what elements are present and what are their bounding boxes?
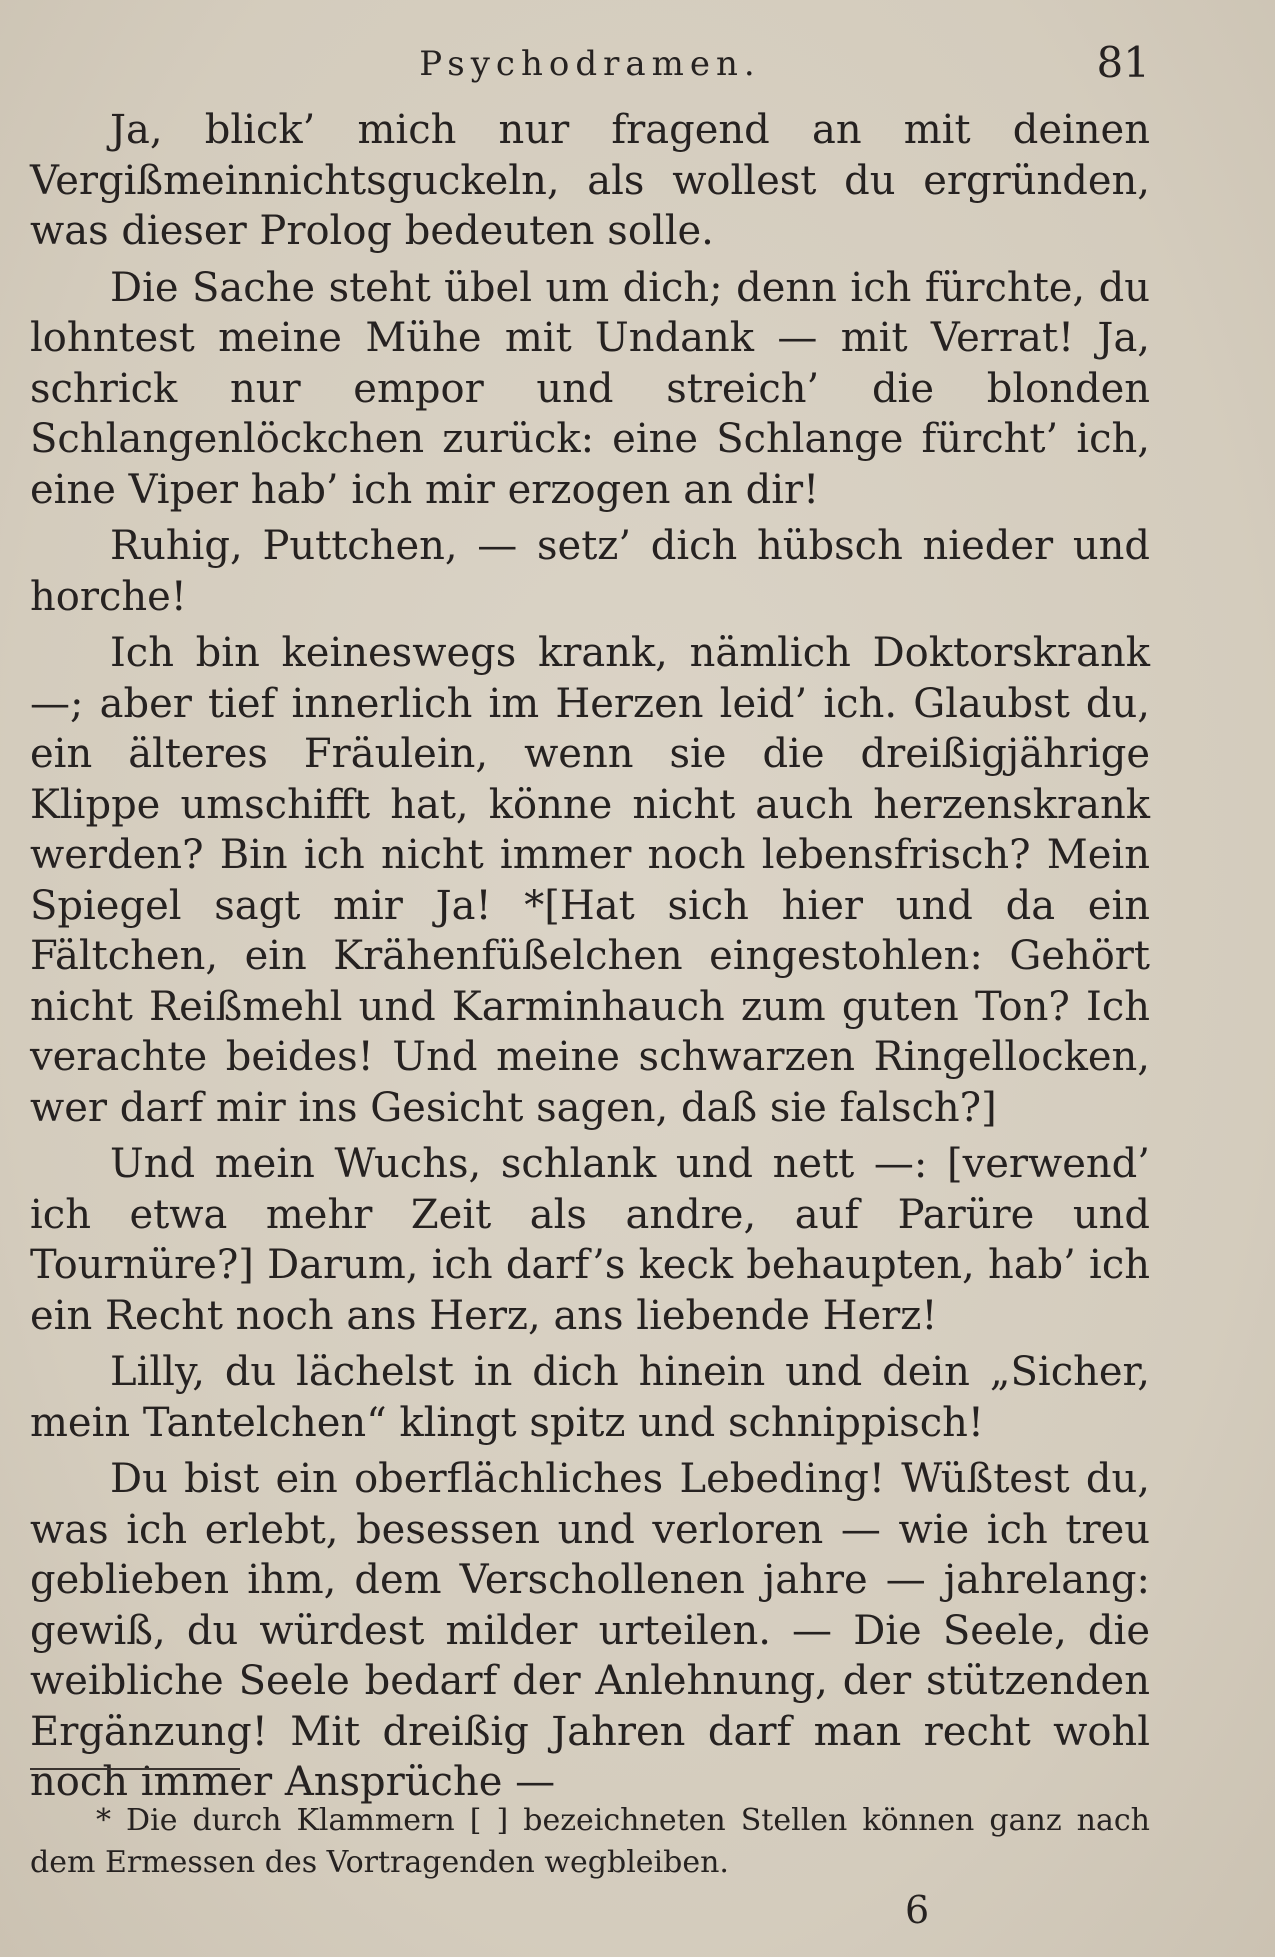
page-header bbox=[30, 38, 1150, 88]
running-title: Psychodramen. bbox=[419, 44, 761, 84]
paragraph-5: Und mein Wuchs, schlank und nett —: [verwend’ ich etwa mehr Zeit als andre, auf Parüre und Tournüre?] Darum, ich darf’s keck behaupten, hab’ ich ein Recht noch ans Herz, ans liebende Herz! bbox=[30, 1141, 1150, 1339]
paragraph-2: Die Sache steht übel um dich; denn ich fürchte, du lohntest meine Mühe mit Undank — mit Verrat! Ja, schrick nur empor und streich’ die blonden Schlangenlöckchen zurück: eine Schlange fürcht’ ich, eine Viper hab’ ich mir erzogen an dir! bbox=[30, 264, 1150, 513]
paragraph-3: Ruhig, Puttchen, — setz’ dich hübsch nieder und horche! bbox=[30, 523, 1150, 620]
body-text bbox=[30, 105, 1150, 1814]
signature-mark: 6 bbox=[905, 1888, 930, 1932]
paragraph-6: Lilly, du lächelst in dich hinein und dein „Sicher, mein Tantelchen“ klingt spitz und schnippisch! bbox=[30, 1349, 1150, 1446]
page-number: 81 bbox=[1096, 38, 1150, 87]
paragraph-7: Du bist ein oberflächliches Lebeding! Wüßtest du, was ich erlebt, besessen und verloren — wie ich treu geblieben ihm, dem Verschollenen jahre — jahrelang: gewiß, du würdest milder urteilen. — Die Seele, die weibliche Seele bedarf der Anlehnung, der stützenden Ergänzung! Mit dreißig Jahren darf man recht wohl noch immer Ansprüche — bbox=[30, 1456, 1150, 1805]
footnote-rule bbox=[30, 1768, 240, 1770]
footnote: * Die durch Klammern [ ] bezeichneten Stellen können ganz nach dem Ermessen des Vortragenden wegbleiben. bbox=[30, 1803, 1150, 1880]
paragraph-4: Ich bin keineswegs krank, nämlich Doktorskrank —; aber tief innerlich im Herzen leid’ ich. Glaubst du, ein älteres Fräulein, wenn sie die dreißigjährige Klippe umschifft hat, könne nicht auch herzenskrank werden? Bin ich nicht immer noch lebensfrisch? Mein Spiegel sagt mir Ja! *[Hat sich hier und da ein Fältchen, ein Krähenfüßelchen eingestohlen: Gehört nicht Reißmehl und Karminhauch zum guten Ton? Ich verachte beides! Und meine schwarzen Ringellocken, wer darf mir ins Gesicht sagen, daß sie falsch?] bbox=[30, 630, 1150, 1131]
paragraph-1: Ja, blick’ mich nur fragend an mit deinen Vergißmeinnichtsguckeln, als wollest du ergründen, was dieser Prolog bedeuten solle. bbox=[30, 107, 1150, 254]
